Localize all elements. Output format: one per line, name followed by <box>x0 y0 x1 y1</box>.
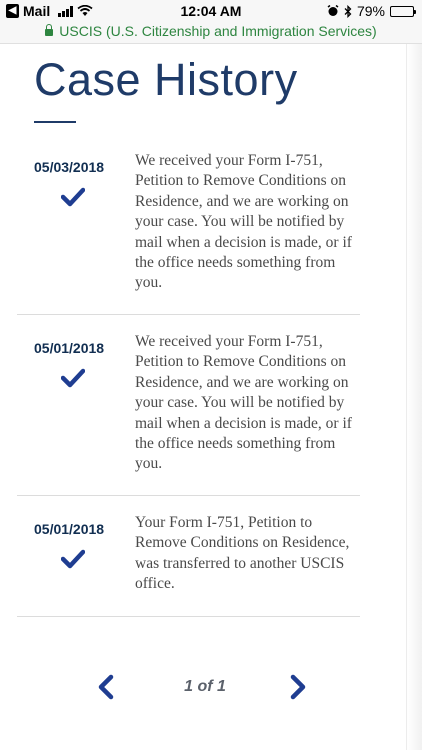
checkmark-icon <box>61 368 85 388</box>
pagination <box>0 670 422 706</box>
status-right <box>327 3 414 19</box>
checkmark-icon <box>61 187 85 207</box>
page-edge <box>406 44 422 750</box>
status-time: 12:04 AM <box>180 3 242 19</box>
entry-description: Your Form I-751, Petition to Remove Conditions on Residence, was transferred to another USCIS office. <box>135 514 350 593</box>
entry-date: 05/03/2018 <box>34 159 105 175</box>
entry-date: 05/01/2018 <box>34 340 105 356</box>
battery-percent: 79% <box>356 3 385 19</box>
history-entry <box>17 151 360 315</box>
previous-page-chevron-icon[interactable] <box>95 673 117 701</box>
alarm-icon <box>327 5 339 17</box>
history-entry <box>17 332 360 496</box>
next-page-chevron-icon[interactable] <box>287 673 309 701</box>
checkmark-icon <box>61 549 85 569</box>
lock-icon <box>45 29 53 36</box>
title-underline <box>34 121 76 123</box>
history-entry <box>17 513 360 617</box>
status-bar <box>0 0 422 22</box>
battery-icon <box>390 6 414 17</box>
entry-date: 05/01/2018 <box>34 521 105 537</box>
bluetooth-icon <box>344 5 352 18</box>
entry-description: We received your Form I-751, Petition to Remove Conditions on Residence, and we are working on your case. You will be notified by mail when a decision is made, or if the office needs something from you. <box>135 152 352 292</box>
url-bar[interactable] <box>0 22 422 44</box>
entry-description: We received your Form I-751, Petition to Remove Conditions on Residence, and we are working on your case. You will be notified by mail when a decision is made, or if the office needs something from you. <box>135 333 352 473</box>
page-indicator: 1 of 1 <box>184 678 226 695</box>
back-arrow-icon[interactable]: ◀ <box>6 4 19 18</box>
url-site-name: USCIS (U.S. Citizenship and Immigration Services) <box>59 23 377 39</box>
page-title: Case History <box>34 54 298 105</box>
back-app-label[interactable]: Mail <box>23 3 51 19</box>
